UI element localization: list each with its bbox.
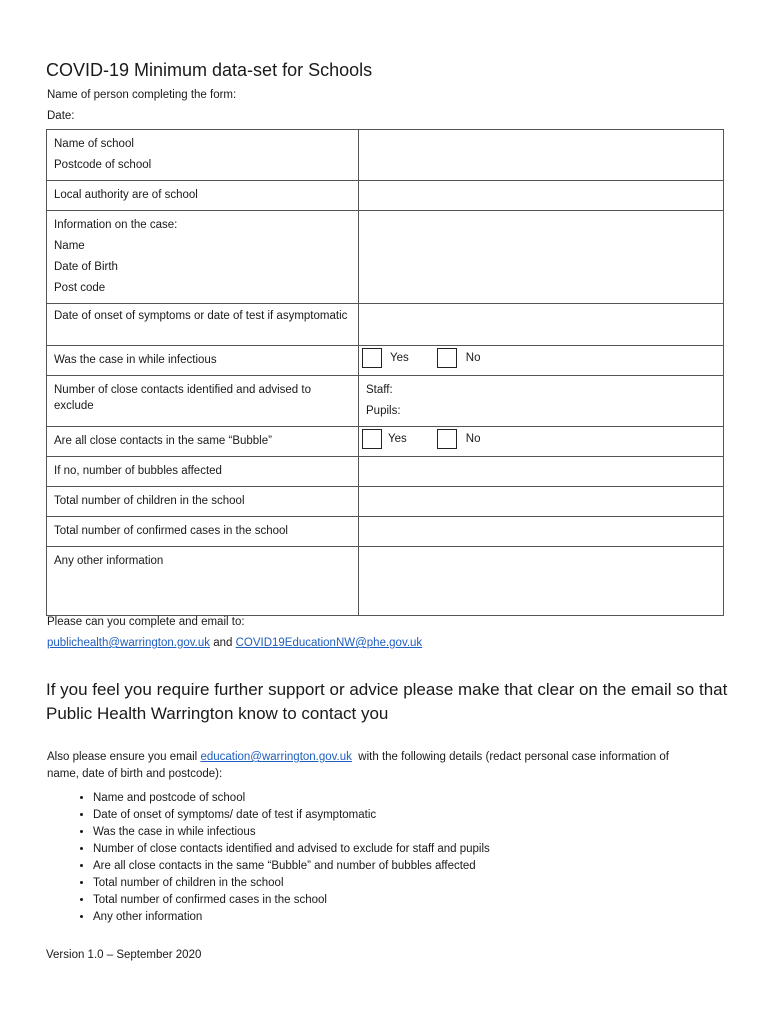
case-name-label: Name [54,240,85,252]
total-confirmed-input-cell[interactable] [359,517,724,547]
school-postcode-label: Postcode of school [54,159,152,171]
bubble-no-checkbox[interactable] [437,429,457,449]
page-title: COVID-19 Minimum data-set for Schools [46,60,373,80]
and-text: and [213,637,233,649]
infectious-no-label: No [465,352,481,364]
staff-label[interactable]: Staff: [366,384,393,396]
bubble-yes-label: Yes [388,433,407,445]
publichealth-email-link[interactable]: publichealth@warrington.gov.uk [47,637,210,649]
list-item: • Total number of children in the school [93,875,490,892]
table-row [47,211,724,304]
same-bubble-label: Are all close contacts in the same “Bubble” [54,435,272,447]
table-row [47,130,724,181]
bubble-no-label: No [465,433,481,445]
name-of-person-label: Name of person completing the form: [47,89,237,101]
list-item: • Are all close contacts in the same “Bubble” and number of bubbles affected [93,858,490,875]
local-authority-label: Local authority are of school [54,189,198,201]
school-name-label: Name of school [54,138,134,150]
list-item: • Total number of confirmed cases in the school [93,892,490,909]
dataset-form-table [46,129,724,616]
also-pre-text: Also please ensure you email [47,751,198,763]
onset-label: Date of onset of symptoms or date of test if asymptomatic [54,310,348,322]
bubble-yes-checkbox[interactable] [362,429,382,449]
table-row [47,346,724,376]
onset-input-cell[interactable] [359,304,724,346]
email-recipients [47,633,422,654]
table-row [47,517,724,547]
list-item: • Date of onset of symptoms/ date of test if asymptomatic [93,807,490,824]
case-dob-label: Date of Birth [54,261,118,273]
table-row [47,547,724,616]
also-post-text: with the following details (redact personal case information of name, date of birth and postcode): [47,751,669,780]
total-children-label: Total number of children in the school [54,495,245,507]
infectious-yes-label: Yes [390,352,409,364]
other-info-label: Any other information [54,555,164,567]
pupils-label[interactable]: Pupils: [366,405,401,417]
school-input-cell[interactable] [359,130,724,181]
case-info-input-cell[interactable] [359,211,724,304]
infectious-yes-checkbox[interactable] [362,348,382,368]
bubbles-affected-label: If no, number of bubbles affected [54,465,222,477]
case-info-label: Information on the case: [54,219,178,231]
table-row [47,181,724,211]
education-email-link[interactable]: education@warrington.gov.uk [200,751,352,763]
table-row [47,304,724,346]
table-row [47,376,724,427]
support-message: If you feel you require further support or advice please make that clear on the email so that Public Health Warrington know to contact you [46,680,728,723]
infectious-label: Was the case in while infectious [54,354,217,366]
list-item: • Name and postcode of school [93,790,490,807]
total-children-input-cell[interactable] [359,487,724,517]
table-row [47,457,724,487]
total-confirmed-label: Total number of confirmed cases in the school [54,525,288,537]
contacts-cell [359,376,724,427]
infectious-no-checkbox[interactable] [437,348,457,368]
table-row [47,427,724,457]
contacts-label: Number of close contacts identified and advised to exclude [54,384,311,412]
version-footer: Version 1.0 – September 2020 [46,949,202,961]
bubble-options-cell [359,427,724,457]
infectious-options-cell [359,346,724,376]
email-intro: Please can you complete and email to: [47,616,245,628]
list-item: • Number of close contacts identified and advised to exclude for staff and pupils [93,841,490,858]
case-postcode-label: Post code [54,282,106,294]
list-item: • Was the case in while infectious [93,824,490,841]
bubbles-affected-input-cell[interactable] [359,457,724,487]
list-item: • Any other information [93,909,490,926]
also-email-paragraph [47,749,697,783]
table-row [47,487,724,517]
covid-education-email-link[interactable]: COVID19EducationNW@phe.gov.uk [235,637,423,649]
details-list [47,790,490,926]
school-label-cell [47,130,359,181]
case-info-cell [47,211,359,304]
local-authority-input-cell[interactable] [359,181,724,211]
date-label: Date: [47,110,75,122]
other-info-input-cell[interactable] [359,547,724,616]
